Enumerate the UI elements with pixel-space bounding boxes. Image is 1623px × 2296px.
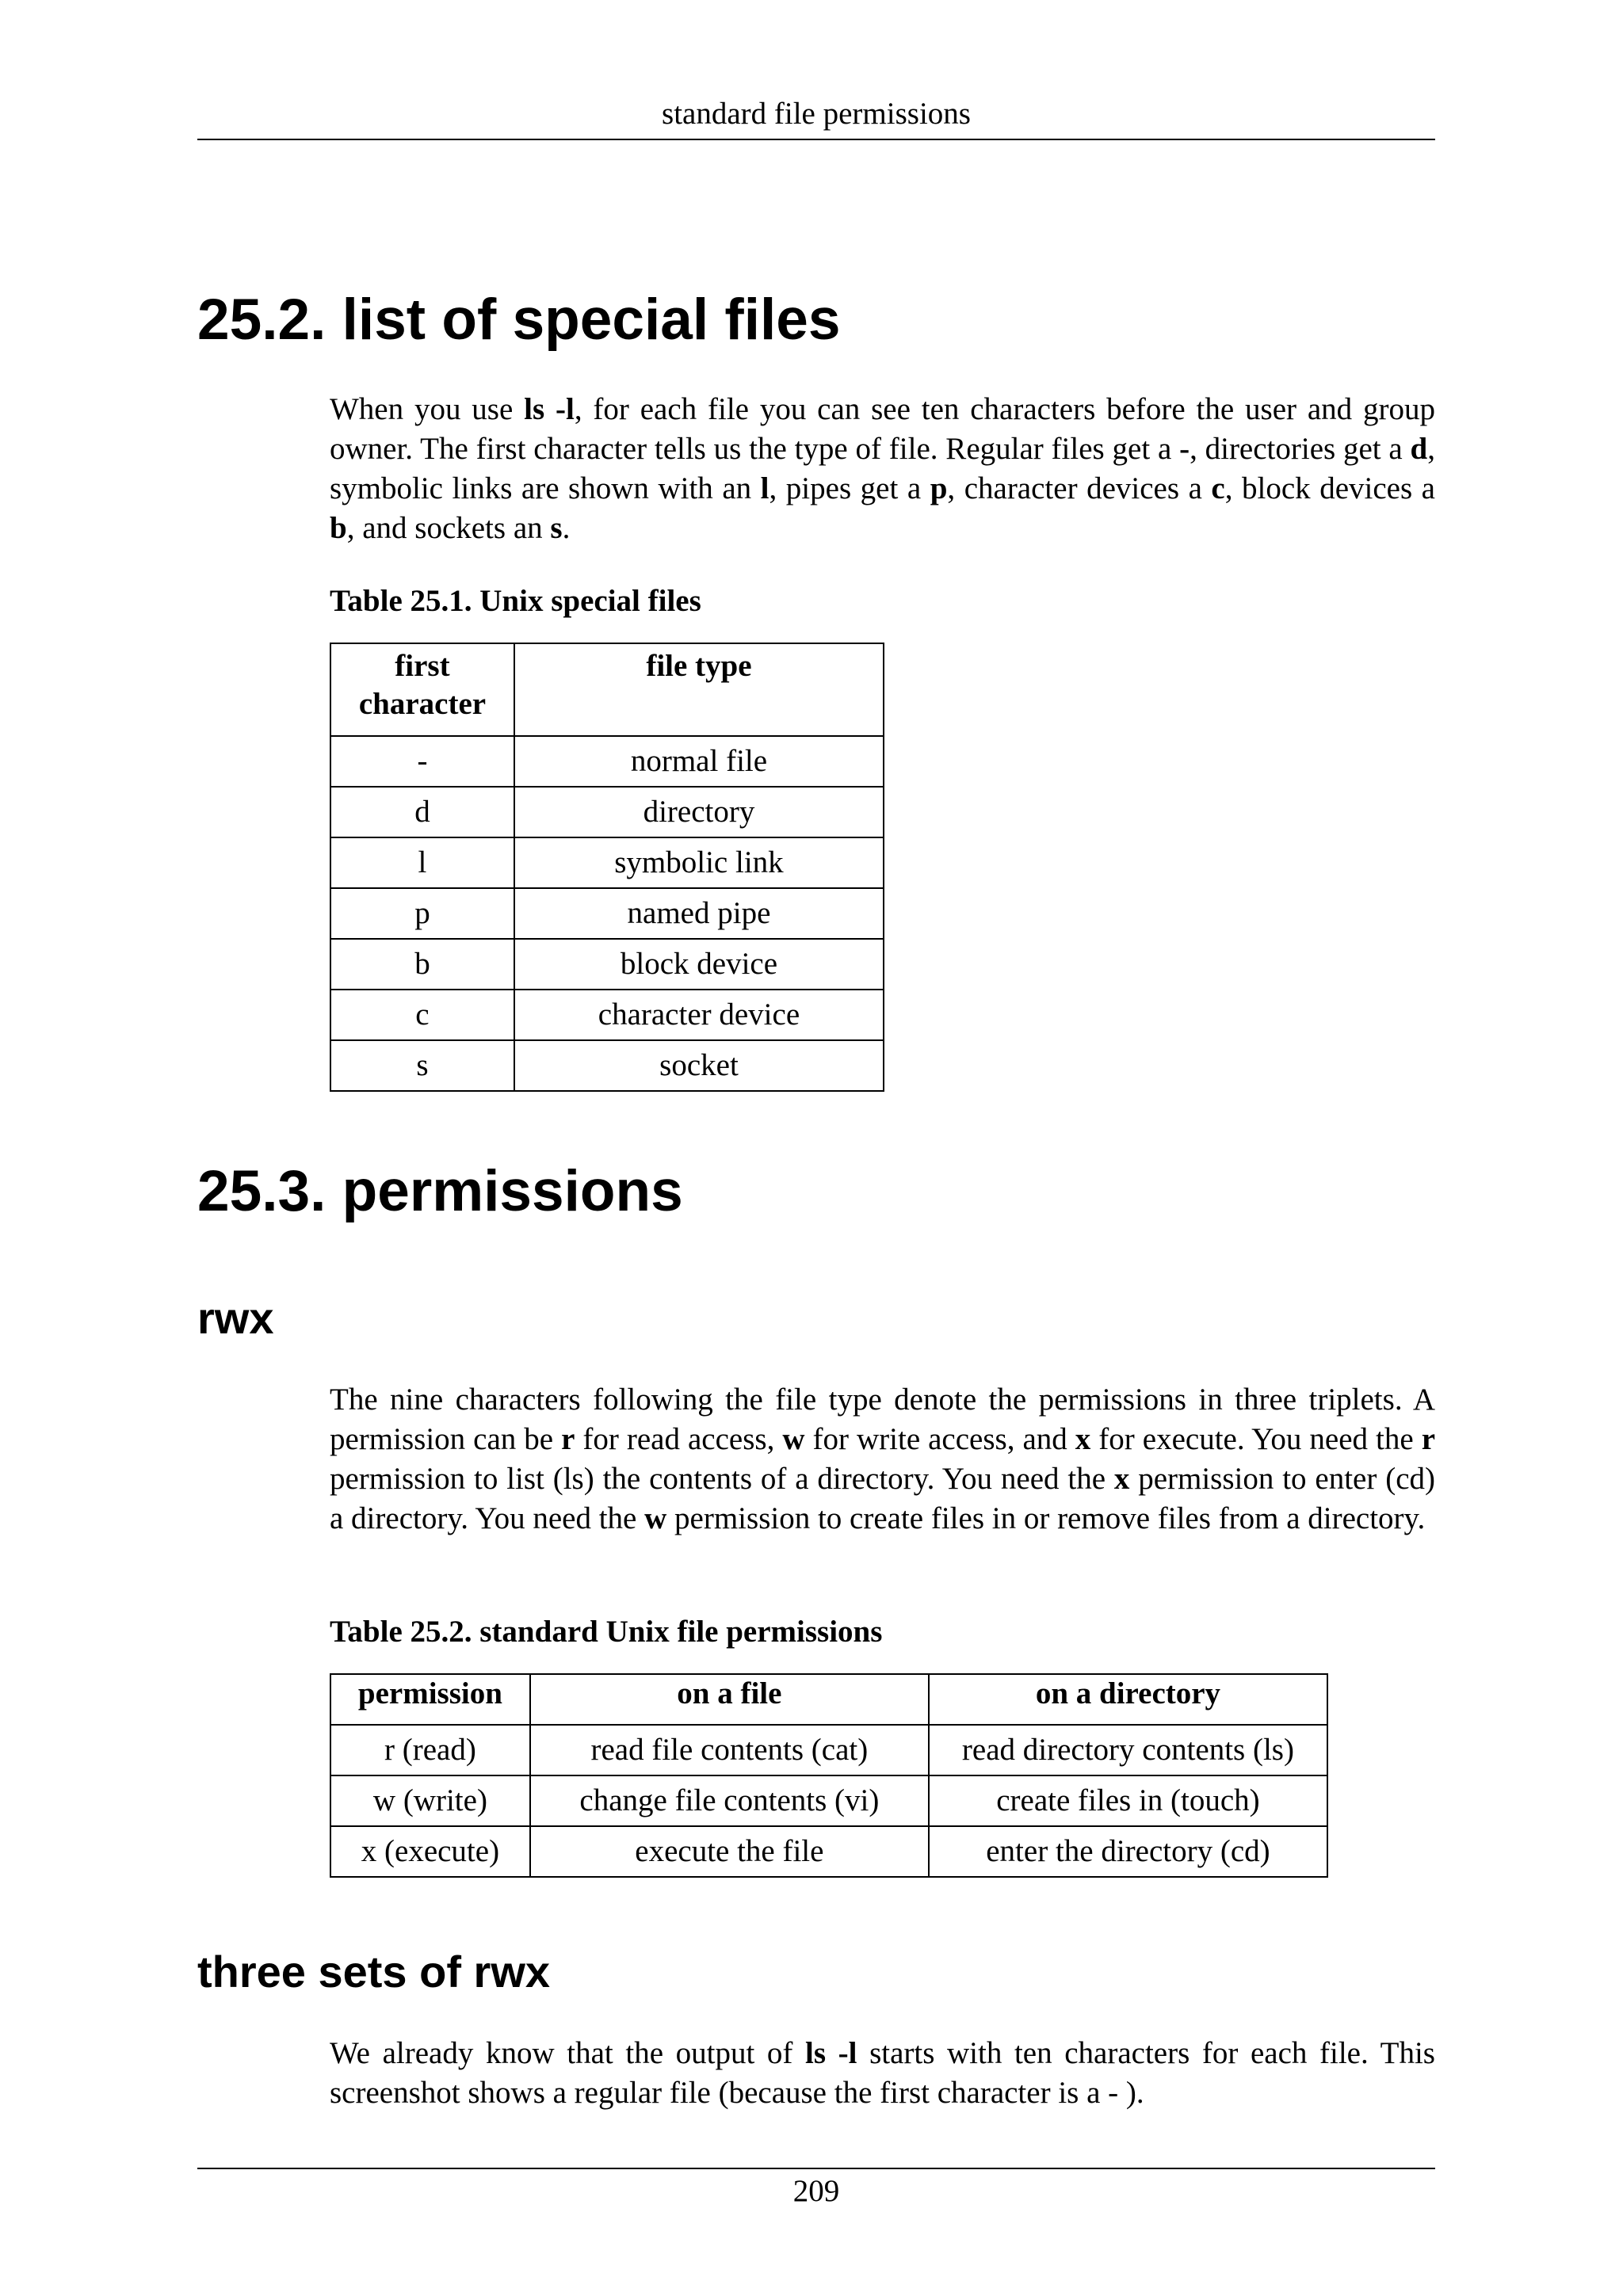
- bold-term: x: [1075, 1422, 1091, 1456]
- special-files-table: [330, 643, 884, 1092]
- table-header-row: [330, 1674, 1327, 1725]
- table-cell: c: [330, 990, 514, 1040]
- text-run: , for each file you can see ten characters before the user and group owner. The first character tells us the type of file. Regular files get a: [330, 392, 1435, 466]
- page-number: 209: [792, 2174, 840, 2208]
- table-cell: symbolic link: [514, 837, 884, 888]
- text-run: The nine characters following the file type denote the permissions in three triplets. A permission can be: [330, 1383, 1435, 1456]
- table-header-row: [330, 643, 884, 736]
- table-cell: normal file: [514, 736, 884, 787]
- column-header: first character: [330, 643, 514, 736]
- table-cell: read file contents (cat): [530, 1725, 929, 1775]
- text-run: permission to create files in or remove files from a directory.: [666, 1501, 1426, 1535]
- rwx-paragraph: [330, 1380, 1435, 1539]
- section-heading-permissions: 25.3. permissions: [197, 1159, 683, 1223]
- text-run: When you use: [330, 392, 525, 426]
- table-cell: socket: [514, 1040, 884, 1091]
- table-25-2-caption: Table 25.2. standard Unix file permissions: [330, 1615, 883, 1649]
- table-cell: character device: [514, 990, 884, 1040]
- text-run: , and sockets an: [346, 511, 551, 545]
- bold-term: ls -l: [805, 2036, 857, 2070]
- header-rule: [197, 139, 1435, 140]
- table-cell: d: [330, 787, 514, 837]
- table-row: [330, 1725, 1327, 1775]
- bold-term: s: [550, 511, 563, 545]
- text-run: , character devices a: [947, 471, 1212, 505]
- text-run: , directories get a: [1190, 432, 1411, 466]
- table-row: [330, 888, 884, 939]
- column-header: on a file: [530, 1674, 929, 1725]
- table-row: [330, 787, 884, 837]
- table-cell: x (execute): [330, 1826, 530, 1877]
- bold-term: b: [330, 511, 347, 545]
- table-cell: block device: [514, 939, 884, 990]
- special-files-paragraph: [330, 390, 1435, 548]
- text-run: starts with ten characters for each file. This screenshot shows a regular file (because the first character is a - ).: [330, 2036, 1435, 2110]
- table-row: [330, 1775, 1327, 1826]
- bold-term: c: [1211, 471, 1225, 505]
- text-run: for read access,: [575, 1422, 783, 1456]
- table-row: [330, 1826, 1327, 1877]
- table-row: [330, 837, 884, 888]
- table-cell: p: [330, 888, 514, 939]
- table-cell: -: [330, 736, 514, 787]
- running-head: standard file permissions: [662, 97, 971, 131]
- table-cell: execute the file: [530, 1826, 929, 1877]
- column-header: file type: [514, 643, 884, 736]
- text-run: permission to enter (cd) a directory. You need the: [330, 1462, 1435, 1535]
- table-row: [330, 939, 884, 990]
- table-cell: create files in (touch): [929, 1775, 1327, 1826]
- table-cell: r (read): [330, 1725, 530, 1775]
- table-cell: named pipe: [514, 888, 884, 939]
- section-heading-special-files: 25.2. list of special files: [197, 288, 841, 352]
- table-cell: b: [330, 939, 514, 990]
- bold-term: l: [760, 471, 769, 505]
- bold-term: w: [782, 1422, 805, 1456]
- table-cell: enter the directory (cd): [929, 1826, 1327, 1877]
- three-sets-paragraph: [330, 2034, 1435, 2113]
- bold-term: w: [644, 1501, 667, 1535]
- text-run: , symbolic links are shown with an: [330, 432, 1435, 505]
- bold-term: r: [561, 1422, 575, 1456]
- permissions-table: [330, 1673, 1328, 1878]
- text-run: for write access, and: [804, 1422, 1075, 1456]
- text-run: , pipes get a: [769, 471, 930, 505]
- table-25-1-caption: Table 25.1. Unix special files: [330, 584, 701, 618]
- subsection-heading-rwx: rwx: [197, 1293, 274, 1343]
- table-row: [330, 1040, 884, 1091]
- column-header: on a directory: [929, 1674, 1327, 1725]
- bold-term: d: [1410, 432, 1428, 466]
- text-run: for execute. You need the: [1090, 1422, 1422, 1456]
- table-cell: directory: [514, 787, 884, 837]
- table-cell: l: [330, 837, 514, 888]
- bold-term: ls -l: [524, 392, 575, 426]
- text-run: , block devices a: [1224, 471, 1435, 505]
- table-cell: change file contents (vi): [530, 1775, 929, 1826]
- bold-term: x: [1113, 1462, 1130, 1496]
- subsection-heading-three-sets: three sets of rwx: [197, 1947, 551, 1997]
- text-run: permission to list (ls) the contents of a directory. You need the: [330, 1462, 1114, 1496]
- table-cell: s: [330, 1040, 514, 1091]
- text-run: We already know that the output of: [330, 2036, 806, 2070]
- bold-term: p: [930, 471, 948, 505]
- footer-rule: [197, 2168, 1435, 2169]
- column-header: permission: [330, 1674, 530, 1725]
- table-row: [330, 990, 884, 1040]
- text-run: .: [562, 511, 571, 545]
- table-cell: read directory contents (ls): [929, 1725, 1327, 1775]
- table-row: [330, 736, 884, 787]
- table-cell: w (write): [330, 1775, 530, 1826]
- bold-term: r: [1421, 1422, 1435, 1456]
- bold-term: -: [1179, 432, 1190, 466]
